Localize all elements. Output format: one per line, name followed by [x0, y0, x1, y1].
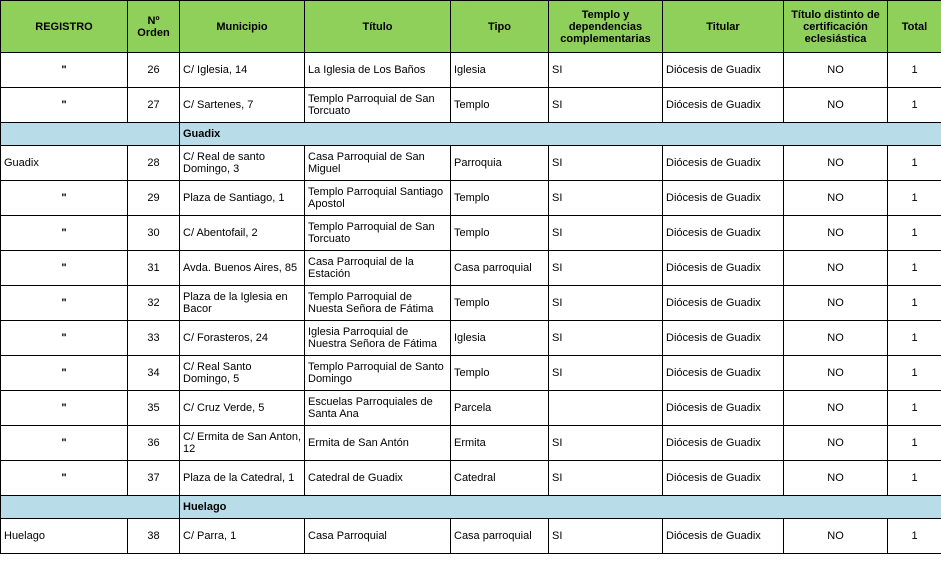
- cell-orden: 27: [128, 88, 180, 123]
- cell-titular: Diócesis de Guadix: [663, 356, 784, 391]
- cell-orden: 30: [128, 216, 180, 251]
- cell-orden: 35: [128, 391, 180, 426]
- table-row: [1, 391, 941, 426]
- cell-titulo: Casa Parroquial de la Estación: [305, 251, 451, 286]
- cell-templo: SI: [549, 461, 663, 496]
- cell-titulo-distinto: NO: [784, 251, 888, 286]
- cell-total: 1: [888, 53, 941, 88]
- table-row: [1, 251, 941, 286]
- cell-titular: Diócesis de Guadix: [663, 216, 784, 251]
- header-titular: Titular: [663, 1, 784, 53]
- cell-titular: Diócesis de Guadix: [663, 391, 784, 426]
- table-row: [1, 519, 941, 554]
- cell-registro: ": [1, 461, 128, 496]
- table-row: [1, 426, 941, 461]
- cell-titulo-distinto: NO: [784, 88, 888, 123]
- table-row: [1, 216, 941, 251]
- cell-municipio: Plaza de la Iglesia en Bacor: [180, 286, 305, 321]
- cell-titulo: La Iglesia de Los Baños: [305, 53, 451, 88]
- cell-templo: SI: [549, 519, 663, 554]
- cell-municipio: Avda. Buenos Aires, 85: [180, 251, 305, 286]
- cell-tipo: Iglesia: [451, 53, 549, 88]
- cell-orden: 28: [128, 146, 180, 181]
- cell-titular: Diócesis de Guadix: [663, 426, 784, 461]
- cell-titulo-distinto: NO: [784, 391, 888, 426]
- cell-templo: SI: [549, 181, 663, 216]
- section-spacer: [1, 123, 180, 146]
- cell-orden: 34: [128, 356, 180, 391]
- cell-municipio: C/ Cruz Verde, 5: [180, 391, 305, 426]
- cell-titular: Diócesis de Guadix: [663, 146, 784, 181]
- cell-titulo: Templo Parroquial de San Torcuato: [305, 88, 451, 123]
- cell-registro: ": [1, 321, 128, 356]
- cell-municipio: C/ Forasteros, 24: [180, 321, 305, 356]
- cell-templo: [549, 391, 663, 426]
- header-tipo: Tipo: [451, 1, 549, 53]
- cell-titulo-distinto: NO: [784, 146, 888, 181]
- cell-titulo: Escuelas Parroquiales de Santa Ana: [305, 391, 451, 426]
- cell-municipio: C/ Parra, 1: [180, 519, 305, 554]
- cell-registro: ": [1, 251, 128, 286]
- cell-templo: SI: [549, 88, 663, 123]
- cell-orden: 31: [128, 251, 180, 286]
- cell-titulo-distinto: NO: [784, 216, 888, 251]
- cell-orden: 32: [128, 286, 180, 321]
- cell-titulo: Templo Parroquial de Santo Domingo: [305, 356, 451, 391]
- table-row: [1, 356, 941, 391]
- cell-templo: SI: [549, 53, 663, 88]
- header-titulo-distinto: Título distinto de certificación eclesiástica: [784, 1, 888, 53]
- cell-registro: ": [1, 181, 128, 216]
- cell-municipio: Plaza de la Catedral, 1: [180, 461, 305, 496]
- cell-tipo: Catedral: [451, 461, 549, 496]
- cell-tipo: Templo: [451, 181, 549, 216]
- cell-titulo-distinto: NO: [784, 461, 888, 496]
- section-row: [1, 496, 941, 519]
- cell-total: 1: [888, 146, 941, 181]
- cell-total: 1: [888, 461, 941, 496]
- cell-registro: ": [1, 286, 128, 321]
- cell-total: 1: [888, 321, 941, 356]
- cell-municipio: C/ Sartenes, 7: [180, 88, 305, 123]
- cell-orden: 29: [128, 181, 180, 216]
- cell-titulo: Templo Parroquial de Nuesta Señora de Fátima: [305, 286, 451, 321]
- cell-titulo-distinto: NO: [784, 519, 888, 554]
- cell-titular: Diócesis de Guadix: [663, 251, 784, 286]
- cell-municipio: C/ Real de santo Domingo, 3: [180, 146, 305, 181]
- cell-tipo: Ermita: [451, 426, 549, 461]
- header-titulo: Título: [305, 1, 451, 53]
- cell-titular: Diócesis de Guadix: [663, 321, 784, 356]
- cell-total: 1: [888, 519, 941, 554]
- cell-municipio: C/ Ermita de San Anton, 12: [180, 426, 305, 461]
- cell-templo: SI: [549, 426, 663, 461]
- cell-registro: Guadix: [1, 146, 128, 181]
- cell-registro: ": [1, 391, 128, 426]
- cell-orden: 37: [128, 461, 180, 496]
- cell-titulo: Ermita de San Antón: [305, 426, 451, 461]
- header-row: [1, 1, 941, 53]
- cell-titular: Diócesis de Guadix: [663, 88, 784, 123]
- cell-tipo: Iglesia: [451, 321, 549, 356]
- cell-orden: 26: [128, 53, 180, 88]
- cell-titulo: Templo Parroquial Santiago Apostol: [305, 181, 451, 216]
- cell-total: 1: [888, 356, 941, 391]
- cell-titulo-distinto: NO: [784, 286, 888, 321]
- cell-tipo: Casa parroquial: [451, 251, 549, 286]
- cell-templo: SI: [549, 286, 663, 321]
- cell-titulo: Casa Parroquial de San Miguel: [305, 146, 451, 181]
- cell-titular: Diócesis de Guadix: [663, 53, 784, 88]
- header-registro: REGISTRO: [1, 1, 128, 53]
- cell-titulo: Templo Parroquial de San Torcuato: [305, 216, 451, 251]
- cell-total: 1: [888, 286, 941, 321]
- cell-total: 1: [888, 391, 941, 426]
- section-spacer: [1, 496, 180, 519]
- cell-templo: SI: [549, 216, 663, 251]
- cell-titulo: Iglesia Parroquial de Nuestra Señora de Fátima: [305, 321, 451, 356]
- cell-templo: SI: [549, 321, 663, 356]
- header-templo: Templo y dependencias complementarias: [549, 1, 663, 53]
- cell-municipio: C/ Iglesia, 14: [180, 53, 305, 88]
- cell-titular: Diócesis de Guadix: [663, 286, 784, 321]
- cell-titulo: Catedral de Guadix: [305, 461, 451, 496]
- table-row: [1, 181, 941, 216]
- cell-templo: SI: [549, 251, 663, 286]
- cell-registro: ": [1, 426, 128, 461]
- table-row: [1, 53, 941, 88]
- cell-titulo-distinto: NO: [784, 321, 888, 356]
- cell-municipio: C/ Real Santo Domingo, 5: [180, 356, 305, 391]
- cell-titulo: Casa Parroquial: [305, 519, 451, 554]
- table-row: [1, 146, 941, 181]
- cell-titular: Diócesis de Guadix: [663, 461, 784, 496]
- cell-total: 1: [888, 251, 941, 286]
- cell-tipo: Casa parroquial: [451, 519, 549, 554]
- header-municipio: Municipio: [180, 1, 305, 53]
- header-total: Total: [888, 1, 941, 53]
- section-row: [1, 123, 941, 146]
- cell-municipio: C/ Abentofail, 2: [180, 216, 305, 251]
- cell-titular: Diócesis de Guadix: [663, 181, 784, 216]
- cell-templo: SI: [549, 356, 663, 391]
- cell-titulo-distinto: NO: [784, 181, 888, 216]
- cell-total: 1: [888, 216, 941, 251]
- cell-tipo: Parroquia: [451, 146, 549, 181]
- table-row: [1, 321, 941, 356]
- cell-total: 1: [888, 181, 941, 216]
- section-label: Guadix: [180, 123, 941, 146]
- cell-registro: ": [1, 88, 128, 123]
- cell-registro: Huelago: [1, 519, 128, 554]
- cell-titular: Diócesis de Guadix: [663, 519, 784, 554]
- table-row: [1, 461, 941, 496]
- cell-municipio: Plaza de Santiago, 1: [180, 181, 305, 216]
- cell-total: 1: [888, 426, 941, 461]
- cell-titulo-distinto: NO: [784, 53, 888, 88]
- section-label: Huelago: [180, 496, 941, 519]
- cell-titulo-distinto: NO: [784, 356, 888, 391]
- cell-orden: 33: [128, 321, 180, 356]
- table-row: [1, 88, 941, 123]
- cell-registro: ": [1, 53, 128, 88]
- cell-tipo: Parcela: [451, 391, 549, 426]
- cell-orden: 38: [128, 519, 180, 554]
- cell-tipo: Templo: [451, 216, 549, 251]
- cell-registro: ": [1, 216, 128, 251]
- cell-titulo-distinto: NO: [784, 426, 888, 461]
- cell-templo: SI: [549, 146, 663, 181]
- cell-registro: ": [1, 356, 128, 391]
- cell-orden: 36: [128, 426, 180, 461]
- cell-tipo: Templo: [451, 286, 549, 321]
- header-orden: Nº Orden: [128, 1, 180, 53]
- cell-tipo: Templo: [451, 356, 549, 391]
- table-body: [1, 53, 941, 554]
- cell-total: 1: [888, 88, 941, 123]
- cell-tipo: Templo: [451, 88, 549, 123]
- table-row: [1, 286, 941, 321]
